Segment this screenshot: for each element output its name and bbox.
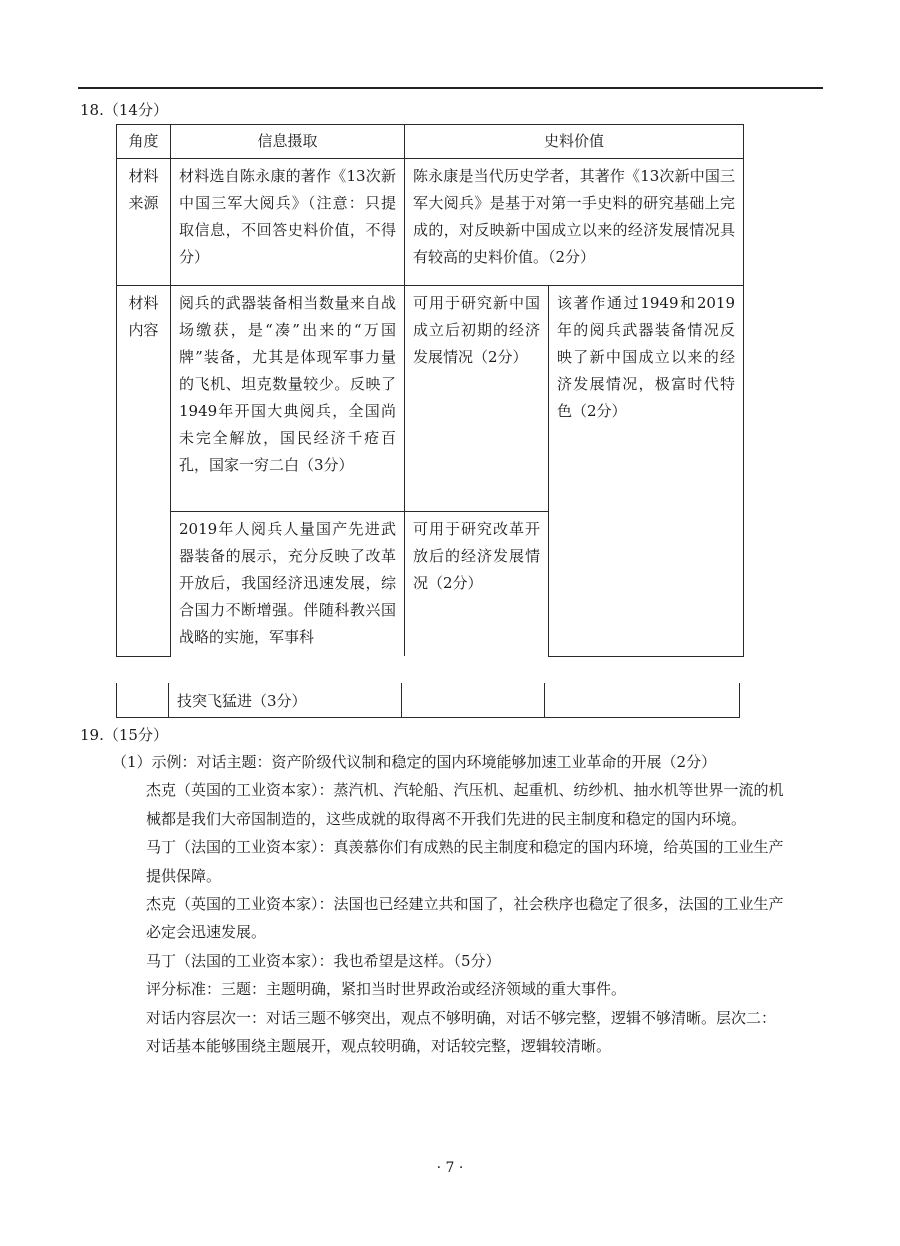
content-info-2019-cont: 技突飞猛进（3分） xyxy=(169,683,402,718)
header-info: 信息摄取 xyxy=(171,125,405,159)
scoring-table xyxy=(116,124,744,657)
content-value-1949: 可用于研究新中国成立后初期的经济发展情况（2分） xyxy=(405,286,549,512)
answer-line-7: 对话内容层次一：对话三题不够突出，观点不够明确，对话不够完整，逻辑不够清晰。层次二：对话基本能够围绕主题展开，观点较明确，对话较完整，逻辑较清晰。 xyxy=(146,1008,777,1056)
header-value: 史料价值 xyxy=(405,125,744,159)
answer-line-1: （1）示例：对话主题：资产阶级代议制和稳定的国内环境能够加速工业革命的开展（2分） xyxy=(112,753,717,771)
question-19-heading: 19.（15分） xyxy=(80,726,168,744)
table-continuation xyxy=(116,683,740,718)
question-18-heading: 18.（14分） xyxy=(80,101,168,119)
source-value: 陈永康是当代历史学者，其著作《13次新中国三军大阅兵》是基于对第一手史料的研究基础上完成的，对反映新中国成立以来的经济发展情况具有较高的史料价值。（2分） xyxy=(405,159,744,286)
top-rule xyxy=(78,87,823,89)
answer-line-3: 马丁（法国的工业资本家）：真羡慕你们有成熟的民主制度和稳定的国内环境，给英国的工业生产提供保障。 xyxy=(146,838,784,885)
header-angle: 角度 xyxy=(117,125,171,159)
answer-line-4: 杰克（英国的工业资本家）：法国也已经建立共和国了，社会秩序也稳定了很多，法国的工业生产必定会迅速发展。 xyxy=(146,895,784,942)
question-19-answer xyxy=(112,748,786,1060)
cont-empty-value xyxy=(402,683,545,718)
content-row-1949 xyxy=(117,286,744,512)
angle-content: 材料内容 xyxy=(117,286,171,657)
content-info-1949: 阅兵的武器装备相当数量来自战场缴获，是“凑”出来的“万国牌”装备，尤其是体现军事力量的飞机、坦克数量较少。反映了1949年开国大典阅兵，全国尚未完全解放，国民经济千疮百孔，国家一穷二白（3分） xyxy=(171,286,405,512)
header-row xyxy=(117,125,744,159)
source-info: 材料选自陈永康的著作《13次新中国三军大阅兵》（注意：只提取信息，不回答史料价值，不得分） xyxy=(171,159,405,286)
content-overall-value: 该著作通过1949和2019年的阅兵武器装备情况反映了新中国成立以来的经济发展情况，极富时代特色（2分） xyxy=(549,286,744,657)
page-number: · 7 · xyxy=(436,1160,464,1176)
answer-line-6: 评分标准：三题：主题明确，紧扣当时世界政治或经济领域的重大事件。 xyxy=(146,980,627,999)
cont-empty-overall xyxy=(545,683,740,718)
answer-line-2: 杰克（英国的工业资本家）：蒸汽机、汽轮船、汽压机、起重机、纺纱机、抽水机等世界一流的机械都是我们大帝国制造的，这些成就的取得离不开我们先进的民主制度和稳定的国内环境。 xyxy=(146,781,784,828)
continuation-row xyxy=(117,683,740,718)
content-info-2019: 2019年人阅兵人量国产先进武器装备的展示，充分反映了改革开放后，我国经济迅速发展，综合国力不断增强。伴随科教兴国战略的实施，军事科 xyxy=(171,512,405,657)
angle-source: 材料来源 xyxy=(117,159,171,286)
content-value-2019: 可用于研究改革开放后的经济发展情况（2分） xyxy=(405,512,549,657)
answer-line-5: 马丁（法国的工业资本家）：我也希望是这样。（5分） xyxy=(146,951,501,970)
source-row xyxy=(117,159,744,286)
cont-empty-angle xyxy=(117,683,169,718)
